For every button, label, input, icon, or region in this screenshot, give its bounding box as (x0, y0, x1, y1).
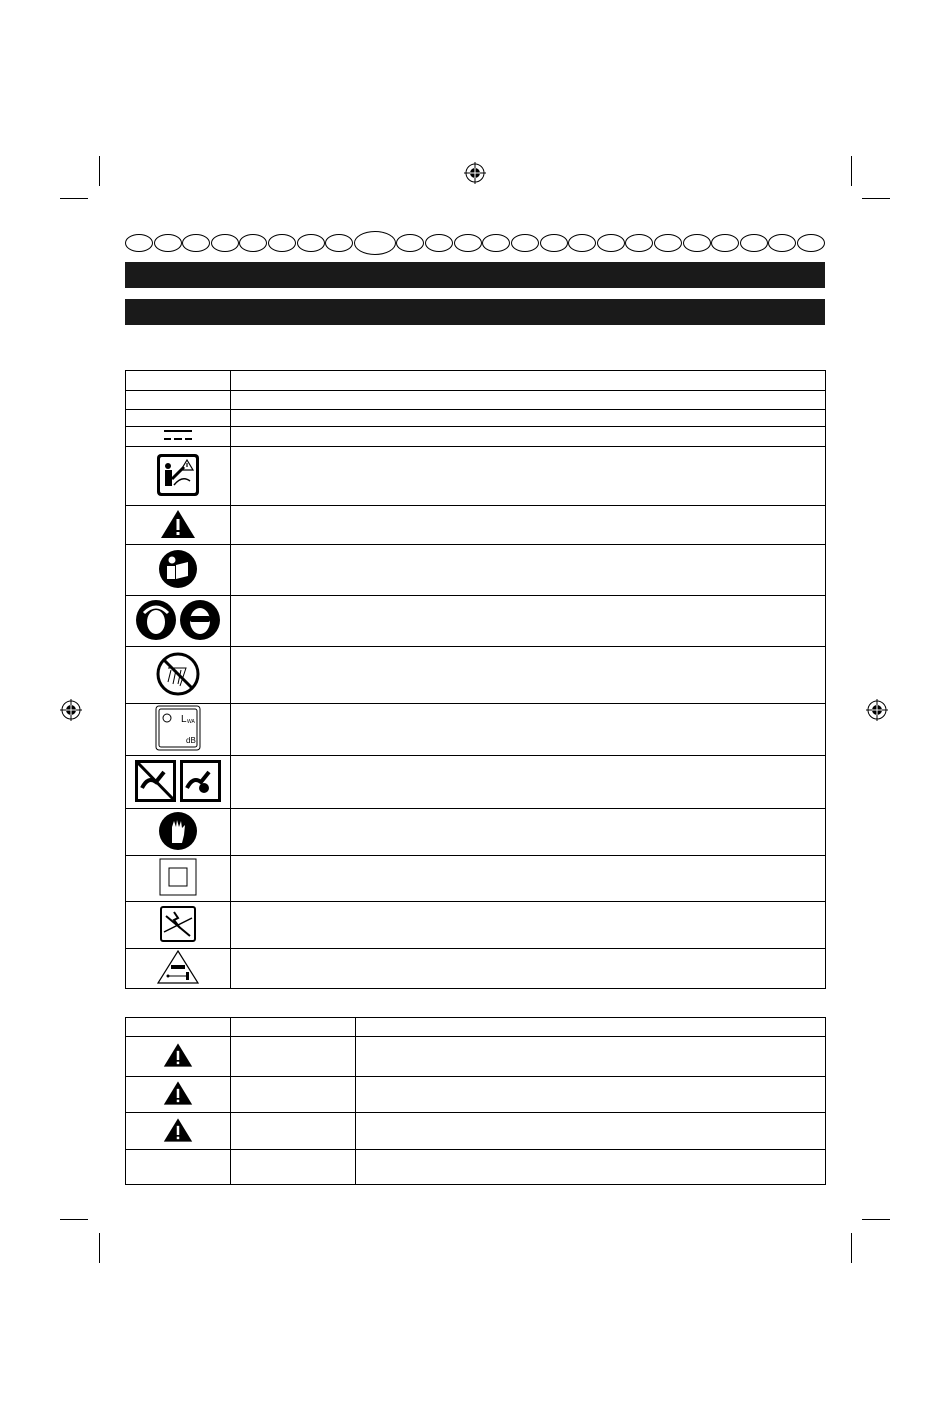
language-tab[interactable] (711, 234, 739, 252)
kickback-warning-icon (156, 453, 200, 497)
signal-words-table (125, 1017, 826, 1185)
warning-triangle-icon (163, 1080, 193, 1106)
signal-header-cell (231, 1018, 356, 1037)
hand-position-icon (134, 758, 222, 804)
language-tab[interactable] (239, 234, 267, 252)
table-row (126, 410, 826, 427)
registration-mark-icon (866, 699, 888, 721)
language-tab[interactable] (454, 234, 482, 252)
wear-gloves-icon (158, 811, 198, 851)
language-tab[interactable] (325, 234, 353, 252)
language-tab[interactable] (540, 234, 568, 252)
language-tab[interactable] (482, 234, 510, 252)
symbol-header-cell (126, 371, 231, 391)
warning-triangle-icon (163, 1042, 193, 1068)
subsection-title-bar (125, 299, 825, 325)
warning-triangle-icon (163, 1117, 193, 1143)
table-row (126, 447, 826, 506)
language-tab[interactable] (597, 234, 625, 252)
language-tab[interactable] (297, 234, 325, 252)
no-powerline-icon (160, 906, 196, 942)
registration-mark-icon (464, 162, 486, 184)
language-tab-active[interactable] (354, 231, 396, 255)
table-row (126, 949, 826, 989)
sound-power-lwa-icon (155, 705, 201, 751)
language-tab[interactable] (125, 234, 153, 252)
symbols-table (125, 370, 826, 989)
ear-eye-protection-icon (135, 599, 221, 641)
table-row (126, 1077, 826, 1113)
table-row (126, 856, 826, 902)
direct-current-icon (161, 428, 195, 442)
language-tab[interactable] (425, 234, 453, 252)
crop-mark (862, 198, 890, 199)
language-tab[interactable] (268, 234, 296, 252)
read-manual-icon (158, 549, 198, 589)
svg-text:WA: WA (187, 719, 195, 725)
language-tab[interactable] (396, 234, 424, 252)
table-row (126, 545, 826, 596)
meaning-header-cell (356, 1018, 826, 1037)
meaning-header-cell (231, 371, 826, 391)
table-row (126, 647, 826, 704)
crop-mark (60, 198, 88, 199)
crop-mark (862, 1219, 890, 1220)
language-tabs (125, 231, 825, 255)
table-row (126, 1113, 826, 1150)
crop-mark (99, 156, 100, 186)
language-tab[interactable] (568, 234, 596, 252)
registration-mark-icon (60, 699, 82, 721)
no-rain-icon (156, 652, 200, 696)
table-row (126, 902, 826, 949)
svg-text:L: L (181, 714, 187, 725)
language-tab[interactable] (654, 234, 682, 252)
table-row (126, 756, 826, 809)
table-row (126, 371, 826, 391)
table-row (126, 1150, 826, 1185)
language-tab[interactable] (797, 234, 825, 252)
symbol-header-cell (126, 1018, 231, 1037)
crop-mark (99, 1233, 100, 1263)
table-row (126, 809, 826, 856)
table-row (126, 704, 826, 756)
table-row (126, 596, 826, 647)
section-title-bar (125, 262, 825, 288)
crop-mark (851, 1233, 852, 1263)
language-tab[interactable] (683, 234, 711, 252)
language-tab[interactable] (768, 234, 796, 252)
language-tab[interactable] (182, 234, 210, 252)
language-tab[interactable] (211, 234, 239, 252)
language-tab[interactable] (511, 234, 539, 252)
language-tab[interactable] (625, 234, 653, 252)
table-row (126, 391, 826, 410)
svg-text:dB: dB (186, 736, 196, 745)
language-tab[interactable] (154, 234, 182, 252)
safety-distance-icon (156, 949, 200, 985)
double-insulation-icon (159, 858, 197, 896)
language-tab[interactable] (740, 234, 768, 252)
table-row (126, 506, 826, 545)
warning-triangle-icon (160, 509, 196, 539)
table-row (126, 1037, 826, 1077)
crop-mark (60, 1219, 88, 1220)
table-row (126, 1018, 826, 1037)
table-row (126, 427, 826, 447)
crop-mark (851, 156, 852, 186)
